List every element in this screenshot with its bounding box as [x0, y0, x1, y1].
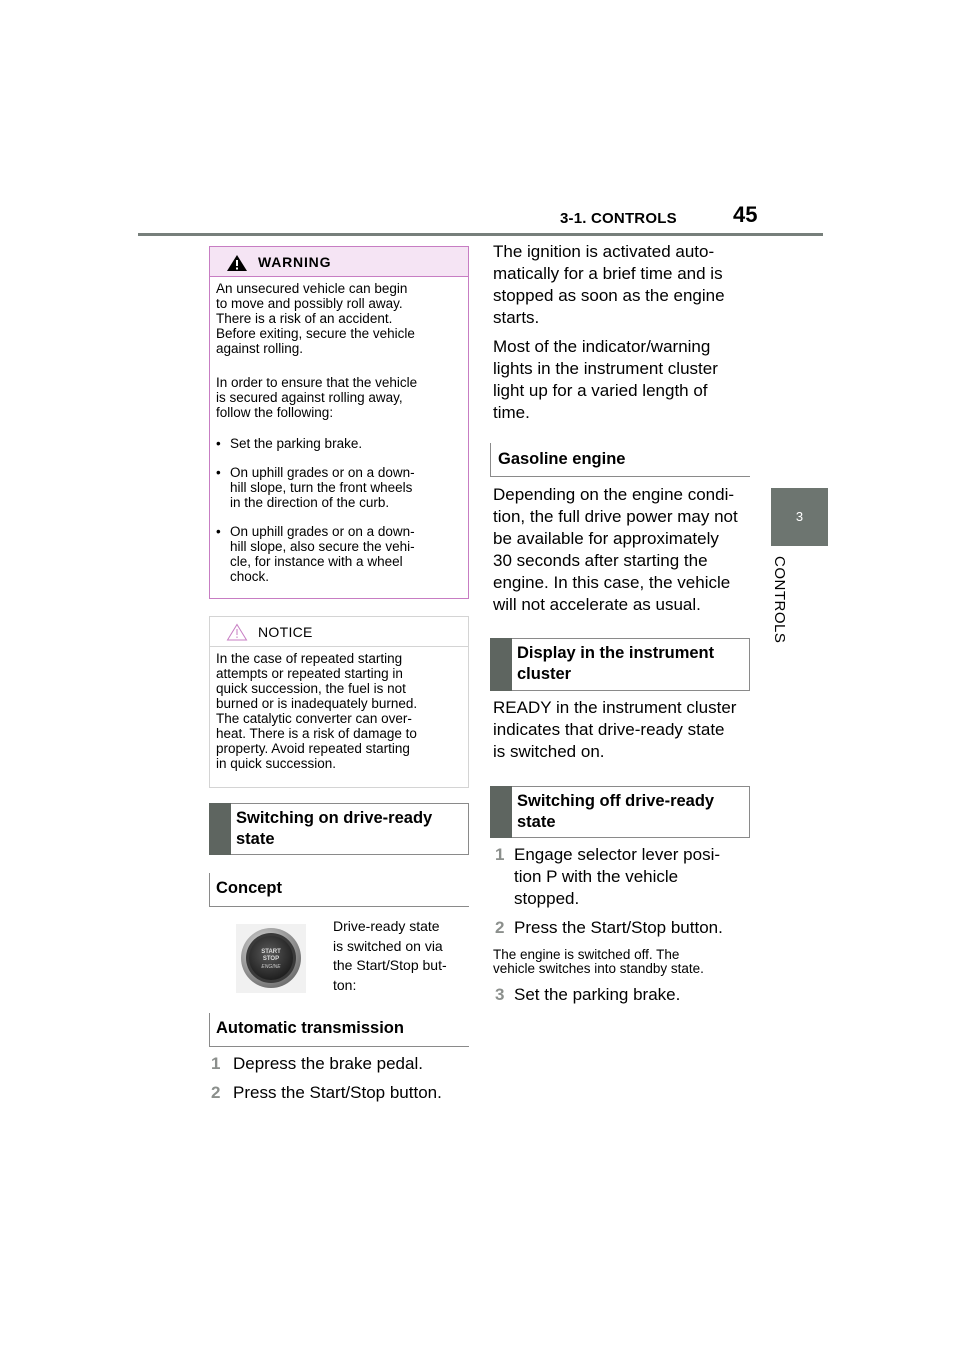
- text-line: READY in the instrument cluster: [493, 698, 737, 717]
- notice-triangle-icon: [226, 623, 248, 641]
- notice-text: [216, 651, 461, 771]
- text-line: in quick succession.: [216, 756, 337, 771]
- text-line: There is a risk of an accident.: [216, 311, 393, 326]
- heading-text: [517, 643, 714, 685]
- auto-heading-bar: [209, 1013, 210, 1047]
- text-line: will not accelerate as usual.: [493, 595, 701, 614]
- start-stop-button-image: [236, 924, 306, 993]
- text-line: Depending on the engine condi-: [493, 485, 735, 504]
- text-line: against rolling.: [216, 341, 304, 356]
- button-label-engine: ENGINE: [261, 964, 281, 970]
- text-line: property. Avoid repeated starting: [216, 741, 410, 756]
- start-stop-button-icon: [236, 924, 306, 993]
- text-line: 30 seconds after starting the: [493, 551, 708, 570]
- text-line: matically for a brief time and is: [493, 264, 723, 283]
- step-text: Set the parking brake.: [514, 985, 681, 1004]
- text-line: to move and possibly roll away.: [216, 296, 403, 311]
- step-number: 3: [495, 985, 505, 1004]
- text-line: burned or is inadequately burned.: [216, 696, 418, 711]
- text-line: In the case of repeated starting: [216, 651, 403, 666]
- bullet-dot: •: [216, 465, 221, 480]
- notice-title: NOTICE: [258, 624, 313, 640]
- concept-heading-rule: [209, 906, 469, 907]
- text-line: cluster: [517, 665, 572, 683]
- heading-switching-on: [209, 803, 469, 855]
- step-text: [514, 844, 720, 910]
- text-line: On uphill grades or on a down-: [230, 524, 415, 539]
- text-line: Before exiting, secure the vehicle: [216, 326, 415, 341]
- text-line: indicates that drive-ready state: [493, 720, 725, 739]
- text-line: Switching off drive-ready: [517, 792, 715, 810]
- notice-header: [210, 617, 468, 647]
- step-text: Press the Start/Stop button.: [233, 1083, 442, 1102]
- button-label-stop: STOP: [262, 956, 280, 962]
- text-line: Set the parking brake.: [230, 436, 363, 451]
- text-line: ton:: [333, 976, 357, 993]
- text-line: The ignition is activated auto-: [493, 242, 715, 261]
- warning-title: WARNING: [258, 254, 332, 270]
- heading-text: [236, 808, 432, 850]
- engine-off-note: [493, 948, 704, 976]
- heading-display-cluster: [490, 638, 750, 691]
- text-line: stopped as soon as the engine: [493, 286, 725, 305]
- concept-text: [333, 917, 447, 995]
- text-line: Engage selector lever posi-: [514, 845, 721, 864]
- text-line: An unsecured vehicle can begin: [216, 281, 408, 296]
- text-line: starts.: [493, 308, 540, 327]
- text-line: chock.: [230, 569, 270, 584]
- text-line: hill slope, also secure the vehi-: [230, 539, 415, 554]
- text-line: Switching on drive-ready: [236, 809, 433, 827]
- heading-bar: [209, 803, 231, 855]
- engine-condition-paragraph: [493, 484, 738, 616]
- step-number: 2: [495, 918, 505, 937]
- page-number: 45: [733, 202, 758, 227]
- text-line: On uphill grades or on a down-: [230, 465, 415, 480]
- warning-box: [209, 246, 469, 599]
- text-line: Drive-ready state: [333, 918, 440, 934]
- concept-heading-bar: [209, 873, 210, 907]
- text-line: The catalytic converter can over-: [216, 711, 412, 726]
- text-line: is switched on.: [493, 742, 605, 761]
- bullet-dot: •: [216, 524, 221, 539]
- text-line: state: [517, 813, 556, 831]
- step-number: 1: [211, 1054, 221, 1073]
- ready-paragraph: [493, 697, 736, 763]
- ignition-paragraph: [493, 241, 725, 329]
- text-line: engine. In this case, the vehicle: [493, 573, 731, 592]
- header-rule: [138, 233, 823, 236]
- gasoline-engine-heading: Gasoline engine: [498, 450, 626, 468]
- text-line: time.: [493, 403, 530, 422]
- text-line: heat. There is a risk of damage to: [216, 726, 417, 741]
- warning-bullet-3: [230, 524, 462, 584]
- notice-box: [209, 616, 469, 788]
- warning-paragraph-1: [216, 281, 461, 356]
- warning-bullet-2: [230, 465, 462, 510]
- text-line: lights in the instrument cluster: [493, 359, 718, 378]
- button-label-start: START: [261, 949, 281, 955]
- text-line: attempts or repeated starting in: [216, 666, 403, 681]
- text-line: follow the following:: [216, 405, 334, 420]
- automatic-transmission-heading: Automatic transmission: [216, 1019, 404, 1037]
- text-line: stopped.: [514, 889, 580, 908]
- step-text: Depress the brake pedal.: [233, 1054, 423, 1073]
- warning-paragraph-2: [216, 375, 461, 420]
- text-line: Most of the indicator/warning: [493, 337, 711, 356]
- text-line: is switched on via: [333, 937, 443, 954]
- text-line: Display in the instrument: [517, 644, 715, 662]
- warning-bullet-1: [230, 436, 462, 451]
- concept-heading: Concept: [216, 879, 282, 897]
- text-line: tion P with the vehicle: [514, 867, 679, 886]
- warning-header: [210, 247, 468, 277]
- text-line: be available for approximately: [493, 529, 719, 548]
- text-line: state: [236, 830, 275, 848]
- gas-heading-bar: [490, 443, 491, 477]
- indicator-paragraph: [493, 336, 718, 424]
- bullet-dot: •: [216, 436, 221, 451]
- chapter-tab: 3: [771, 488, 828, 546]
- text-line: In order to ensure that the vehicle: [216, 375, 418, 390]
- chapter-label-text: CONTROLS: [771, 556, 788, 644]
- text-line: The engine is switched off. The: [493, 947, 680, 962]
- gas-heading-rule: [490, 476, 750, 477]
- heading-bar: [490, 786, 512, 838]
- text-line: quick succession, the fuel is not: [216, 681, 406, 696]
- text-line: tion, the full drive power may not: [493, 507, 738, 526]
- text-line: the Start/Stop but-: [333, 957, 447, 973]
- text-line: light up for a varied length of: [493, 381, 708, 400]
- step-number: 1: [495, 845, 505, 864]
- chapter-label: [772, 556, 792, 656]
- text-line: in the direction of the curb.: [230, 495, 390, 510]
- step-text: Press the Start/Stop button.: [514, 918, 723, 937]
- text-line: hill slope, turn the front wheels: [230, 480, 413, 495]
- auto-heading-rule: [209, 1046, 469, 1047]
- text-line: vehicle switches into standby state.: [493, 961, 704, 976]
- text-line: cle, for instance with a wheel: [230, 554, 403, 569]
- section-title: 3-1. CONTROLS: [560, 210, 677, 227]
- heading-switching-off: [490, 786, 750, 838]
- heading-text: [517, 791, 714, 833]
- text-line: is secured against rolling away,: [216, 390, 403, 405]
- step-number: 2: [211, 1083, 221, 1102]
- warning-triangle-icon: [226, 254, 248, 272]
- heading-bar: [490, 638, 512, 691]
